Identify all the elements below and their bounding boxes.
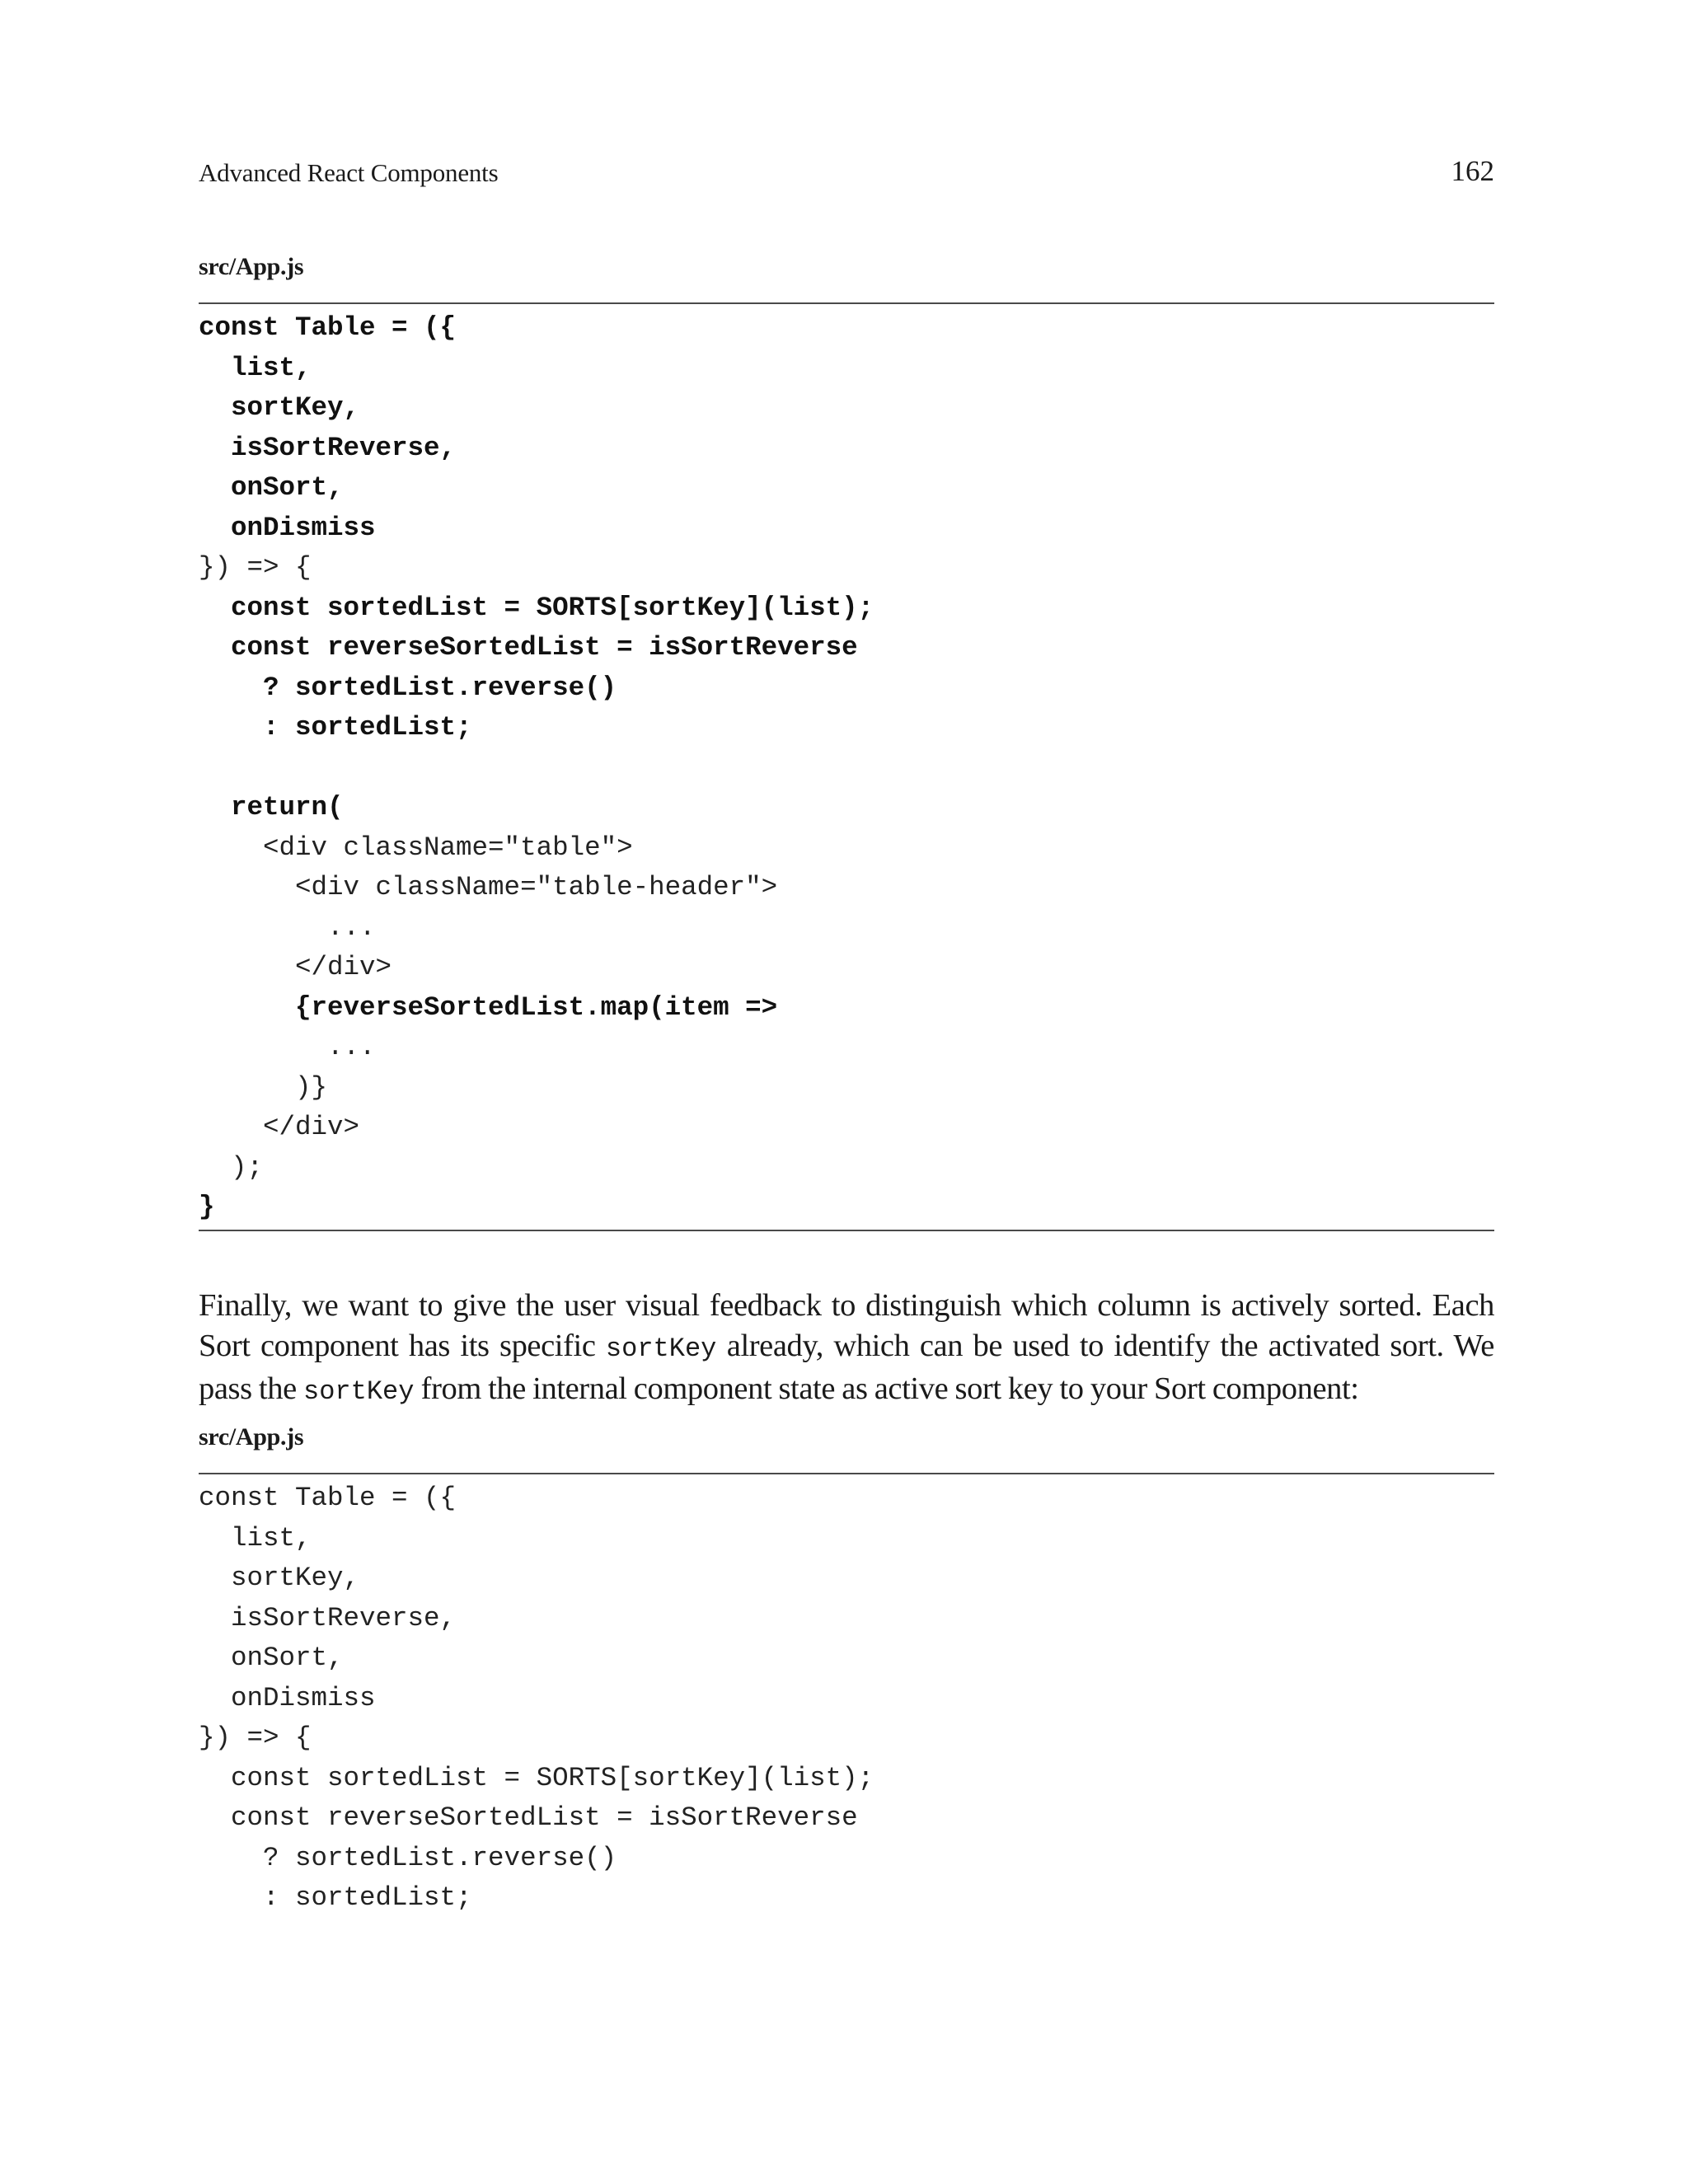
code-line: const Table = ({ [199,312,457,343]
code-line: }) => { [199,1722,312,1753]
inline-code-sortkey: sortKey [303,1376,415,1407]
listing-2-file-label: src/App.js [199,1423,304,1451]
running-header [199,153,1494,193]
code-line: const sortedList = SORTS[sortKey](list); [199,592,874,623]
code-line: ? sortedList.reverse() [199,672,617,703]
code-line: {reverseSortedList.map(item => [199,991,778,1023]
code-line: const Table = ({ [199,1483,457,1513]
code-listing-1 [199,302,1494,1231]
body-paragraph [199,1286,1494,1413]
paragraph-text: from the internal component state as active sort key to your Sort component: [414,1371,1359,1406]
code-line: ... [199,1032,376,1062]
chapter-title: Advanced React Components [199,158,499,187]
code-line: onDismiss [199,512,376,543]
paragraph-text: Finally, we want to give the user visual feedback to distinguish which column is actively sorted. Each Sort component has its specific [199,1288,1494,1363]
code-line: : sortedList; [199,712,472,743]
listing-1-file-label: src/App.js [199,253,304,280]
code-line: ); [199,1151,264,1183]
code-line: ? sortedList.reverse() [199,1842,617,1873]
code-line: )} [199,1071,328,1103]
code-line: const reverseSortedList = isSortReverse [199,1802,858,1833]
code-line: isSortReverse, [199,432,457,463]
code-listing-2 [199,1473,1494,1920]
code-line: : sortedList; [199,1882,472,1913]
inline-code-sortkey: sortKey [605,1333,717,1364]
code-line: const reverseSortedList = isSortReverse [199,632,858,663]
code-listing-1-lines [199,304,1494,1230]
code-line: } [199,1192,215,1222]
code-line: </div> [199,1112,360,1142]
code-line: const sortedList = SORTS[sortKey](list); [199,1762,874,1793]
paragraph-text: already, which can be used to identify the activated sort. We pass the [199,1328,1494,1406]
code-line: }) => { [199,552,312,583]
code-line: sortKey, [199,1563,360,1593]
page-number: 162 [1451,155,1494,187]
code-listing-2-lines [199,1474,1494,1920]
code-line: ... [199,912,376,943]
code-line: onSort, [199,472,344,503]
code-line: list, [199,352,312,383]
code-line: onSort, [199,1643,344,1673]
code-line: </div> [199,952,392,982]
code-line: return( [199,792,344,823]
code-line: isSortReverse, [199,1602,457,1633]
code-line: <div className="table-header"> [199,872,778,902]
code-line: <div className="table"> [199,832,633,863]
code-line: onDismiss [199,1682,376,1713]
code-line: list, [199,1522,312,1554]
code-line: sortKey, [199,392,360,423]
code-line [199,748,1494,789]
